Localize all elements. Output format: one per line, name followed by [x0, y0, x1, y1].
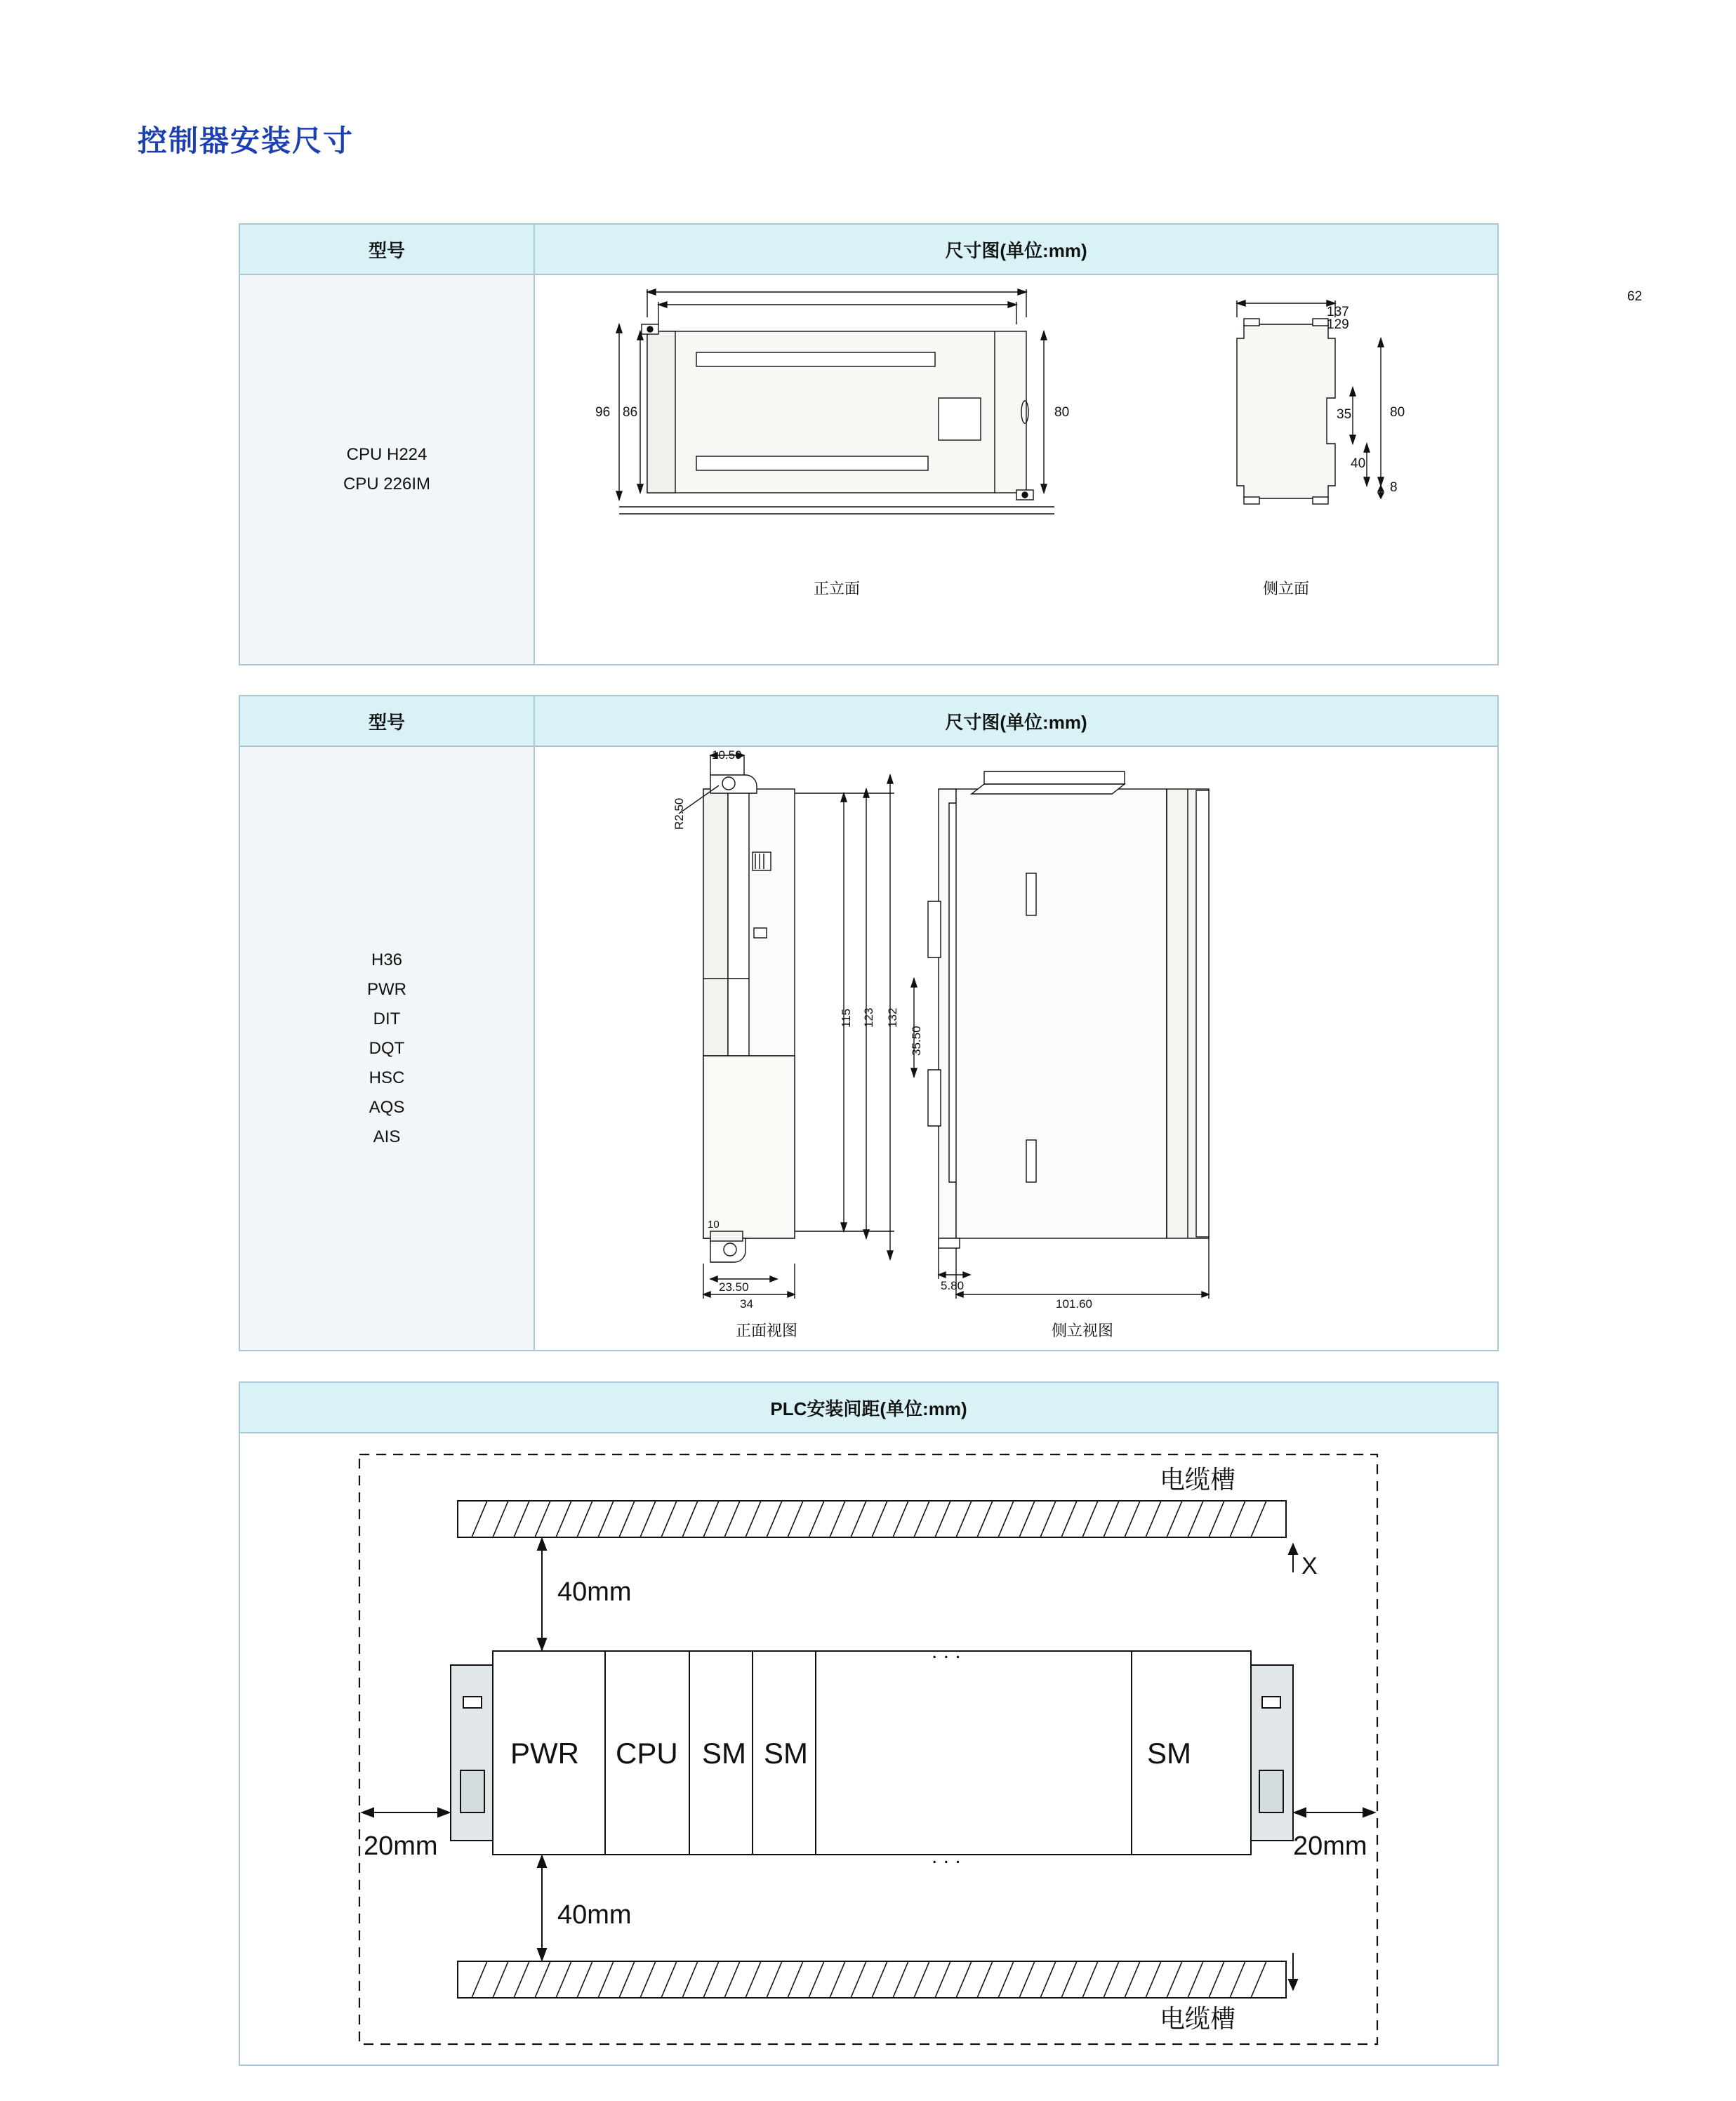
model-name: CPU H224	[346, 445, 428, 464]
header-dimension: 尺寸图(单位:mm)	[535, 225, 1497, 274]
model-name: HSC	[369, 1068, 405, 1087]
dim-10-50: 10.50	[712, 748, 742, 762]
dim-35-50: 35.50	[910, 1026, 923, 1056]
dim-80-front: 80	[1054, 405, 1070, 420]
caption-front-view: 正面视图	[735, 1322, 797, 1339]
dim-80-side: 80	[1390, 405, 1405, 420]
header-dimension: 尺寸图(单位:mm)	[535, 696, 1497, 745]
table-header-row	[240, 696, 1497, 747]
model-list	[240, 747, 535, 1350]
header-model: 型号	[240, 225, 535, 274]
model-name: DQT	[369, 1038, 405, 1058]
dim-40: 40	[1351, 456, 1366, 471]
dim-129: 129	[1327, 317, 1349, 332]
model-name: AIS	[373, 1127, 401, 1146]
dim-101-60: 101.60	[1056, 1297, 1092, 1311]
module-label-pwr: PWR	[510, 1737, 579, 1770]
dimension-table-modules	[239, 695, 1499, 1351]
axis-x-label: X	[1301, 1553, 1318, 1579]
gap-bottom-label: 40mm	[557, 1900, 632, 1930]
caption-front-view: 正立面	[813, 580, 860, 597]
drawing-area	[535, 275, 1643, 664]
cable-duct-top-label: 电缆槽	[1160, 1465, 1236, 1494]
model-name: AQS	[369, 1097, 405, 1117]
dim-96: 96	[595, 405, 611, 420]
model-name: CPU 226IM	[343, 475, 431, 493]
dim-r2-50: R2.50	[672, 797, 686, 830]
dim-34: 34	[740, 1297, 753, 1311]
drawing-area	[535, 747, 1497, 1350]
dim-115: 115	[840, 1008, 853, 1028]
module-label-sm3: SM	[1147, 1737, 1191, 1770]
header-spacing: PLC安装间距(单位:mm)	[240, 1383, 1497, 1432]
module-label-sm1: SM	[702, 1737, 746, 1770]
dim-137: 137	[1327, 305, 1349, 319]
table-header-row	[240, 1383, 1497, 1433]
module-label-cpu: CPU	[616, 1737, 678, 1770]
model-name: DIT	[373, 1009, 401, 1028]
gap-left-label: 20mm	[364, 1831, 438, 1861]
spacing-drawing-area	[240, 1433, 1497, 2064]
dim-8: 8	[1390, 480, 1398, 495]
model-name: H36	[371, 950, 403, 969]
page-title: 控制器安装尺寸	[138, 124, 355, 157]
plc-spacing-table	[239, 1381, 1499, 2066]
table-body-row	[240, 275, 1643, 664]
caption-side-view: 侧立视图	[1051, 1322, 1113, 1339]
table-header-row	[240, 225, 1497, 275]
table-body-row	[240, 747, 1497, 1350]
header-model: 型号	[240, 696, 535, 745]
dim-123: 123	[862, 1007, 875, 1028]
module-drawings	[535, 747, 1497, 1350]
dim-23-50: 23.50	[719, 1280, 749, 1294]
model-name: PWR	[367, 979, 406, 999]
module-label-sm2: SM	[764, 1737, 808, 1770]
gap-top-label: 40mm	[557, 1577, 632, 1607]
gap-right-label: 20mm	[1293, 1831, 1367, 1861]
ellipsis-bottom: . . .	[932, 1845, 961, 1868]
dim-86: 86	[623, 405, 638, 420]
dim-62: 62	[1627, 289, 1643, 304]
ellipsis-top: . . .	[932, 1640, 961, 1663]
dim-tiny-10: 10	[708, 1219, 720, 1231]
model-list	[240, 275, 535, 664]
caption-side-view: 侧立面	[1262, 580, 1309, 597]
table-body-row	[240, 1433, 1497, 2064]
dim-35: 35	[1337, 407, 1352, 422]
dim-132: 132	[886, 1007, 899, 1028]
dimension-table-cpu	[239, 223, 1643, 665]
dim-5-80: 5.80	[941, 1279, 965, 1292]
cable-duct-bottom-label: 电缆槽	[1160, 2004, 1236, 2033]
plc-spacing-diagram	[240, 1433, 1497, 2064]
